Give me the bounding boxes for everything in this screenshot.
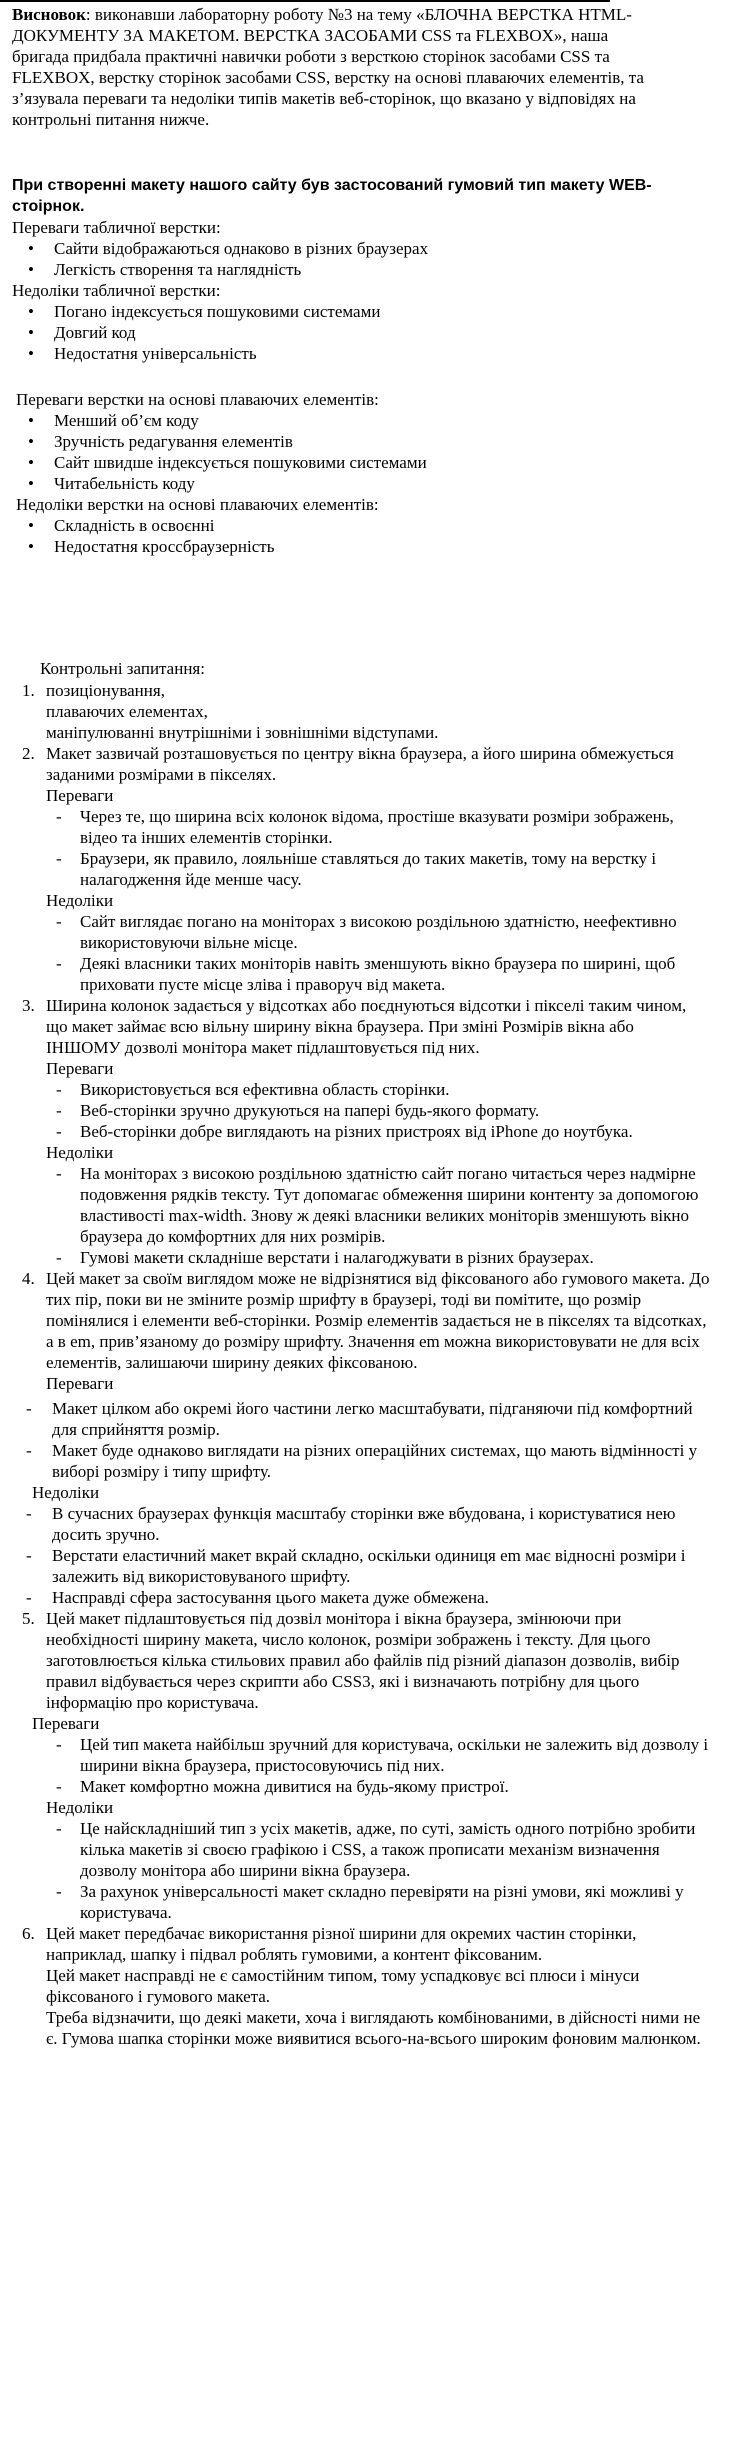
list-item: - Гумові макети складніше верстати і налагоджувати в різних браузерах.: [80, 1247, 712, 1268]
cons-list: [46, 911, 712, 995]
list-item: - Деякі власники таких моніторів навіть зменшують вікно браузера по ширині, щоб приховати пусте місце зліва і праворуч від макета.: [80, 953, 712, 995]
table-cons-list: [12, 301, 712, 364]
list-item: - Веб-сторінки добре виглядають на різних пристроях від iPhone до ноутбука.: [80, 1121, 712, 1142]
question-5: [12, 1608, 712, 1923]
list-item: - Макет комфортно можна дивитися на будь-якому пристрої.: [80, 1776, 712, 1797]
list-item: • Недостатня універсальність: [54, 343, 712, 364]
table-cons-label: Недоліки табличної верстки:: [12, 281, 221, 300]
answer-paragraph: Цей макет насправді не є самостійним типом, тому успадковує всі плюси і мінуси фіксованого і гумового макета.: [46, 1966, 640, 2006]
list-item: - На моніторах з високою роздільною здатністю сайт погано читається через надмірне подовження рядків тексту. Тут допомагає обмеження ширини контенту за допомогою властивості max-width. Знову ж деякі власники великих моніторів зменшують вікно браузера до комфортних для них розмірів.: [80, 1163, 712, 1247]
pros-list: [46, 806, 712, 890]
list-item: - Макет цілком або окремі його частини легко масштабувати, підганяючи під комфортний для сприйняття розмір.: [52, 1398, 712, 1440]
question-number: 4.: [22, 1269, 35, 1288]
question-2: [12, 743, 712, 995]
question-6: [12, 1923, 712, 2049]
question-number: 5.: [22, 1609, 35, 1628]
conclusion-label: Висновок: [12, 5, 86, 24]
question-number: 6.: [22, 1924, 35, 1943]
cons-label: Недоліки: [46, 891, 114, 910]
answer-text: Цей макет за своїм виглядом може не відрізнятися від фіксованого або гумового макета. До тих пір, поки ви не зміните розмір шрифту в браузері, тоді ви помітите, що розмір помінялися і елементи веб-сторінки. Розмір елементів задається не в пікселях та відсотках, а в em, прив’язаному до розміру шрифту. Значення em можна використовувати не для всіх елементів, залишаючи ширину деяких фіксованою.: [46, 1269, 710, 1372]
list-item: • Читабельність коду: [54, 473, 716, 494]
list-item: - За рахунок універсальності макет складно перевіряти на різні умови, які можливі у користувача.: [80, 1881, 712, 1923]
list-item: - Сайт виглядає погано на моніторах з високою роздільною здатністю, неефективно використовуючи вільне місце.: [80, 911, 712, 953]
question-number: 1.: [22, 681, 35, 700]
top-rule: [0, 0, 610, 2]
list-item: - В сучасних браузерах функція масштабу сторінки вже вбудована, і користуватися нею досить зручно.: [52, 1503, 712, 1545]
answer-text: Ширина колонок задається у відсотках або поєднуються відсотки і пікселі таким чином, що макет займає всю вільну ширину вікна браузера. При зміні Розмірів вікна або ІНШОМУ дозволі монітора макет підлаштовується під них.: [46, 996, 687, 1057]
answer-text: Цей макет підлаштовується під дозвіл монітора і вікна браузера, змінюючи при необхідності ширину макета, число колонок, розміри зображень і тексту. Для цього заготовлюється кілька стильових правил або файлів під різний діапазон дозволів, вибір правил відбувається через скрипти або CSS3, які і визначають потрібну для цього інформацію про користувача.: [46, 1609, 680, 1712]
conclusion-text: : виконавши лабораторну роботу №3 на тему «БЛОЧНА ВЕРСТКА HTML-ДОКУМЕНТУ ЗА МАКЕТОМ. ВЕРСТКА ЗАСОБАМИ CSS та FLEXBOX», наша бригада придбала практичні навички роботи з версткою сторінок засобами CSS та FLEXBOX, верстку сторінок засобами CSS, верстку на основі плаваючих елементів, та з’язувала переваги та недоліки типів макетів веб-сторінок, що вказано у відповідях на контрольні питання нижче.: [12, 5, 644, 129]
table-pros-list: [12, 238, 712, 280]
pros-list: [12, 1398, 712, 1482]
float-cons-label: Недоліки верстки на основі плаваючих елементів:: [16, 495, 379, 514]
pros-list: [46, 1734, 712, 1797]
list-item: - Насправді сфера застосування цього макета дуже обмежена.: [52, 1587, 712, 1608]
cons-label: Недоліки: [46, 1143, 114, 1162]
list-item: • Зручність редагування елементів: [54, 431, 716, 452]
float-cons-list: [16, 515, 716, 557]
list-item: • Погано індексується пошуковими системами: [54, 301, 712, 322]
table-pros-label: Переваги табличної верстки:: [12, 218, 221, 237]
questions-title: Контрольні запитання:: [40, 659, 205, 678]
cons-list: [46, 1163, 712, 1268]
list-item: • Менший об’єм коду: [54, 410, 716, 431]
answer-line: маніпулюванні внутрішніми і зовнішніми відступами.: [46, 723, 439, 742]
answer-line: позиціонування,: [46, 681, 165, 700]
answer-text: Цей макет передбачає використання різної ширини для окремих частин сторінки, наприклад, шапку і підвал роблять гумовими, а контент фіксованим.: [46, 1924, 637, 1964]
pros-label: Переваги: [46, 1059, 114, 1078]
layout-type-heading: При створенні макету нашого сайту був застосований гумовий тип макету WEB-стоірнок.: [12, 177, 652, 215]
answer-line: плаваючих елементах,: [46, 702, 208, 721]
list-item: • Недостатня кросcбраузерність: [54, 536, 716, 557]
list-item: • Сайт швидше індексується пошуковими системами: [54, 452, 716, 473]
list-item: - Макет буде однаково виглядати на різних операційних системах, що мають відмінності у виборі розміру і типу шрифту.: [52, 1440, 712, 1482]
table-layout-section: [12, 217, 712, 364]
cons-label: Недоліки: [32, 1483, 100, 1502]
pros-label: Переваги: [32, 1714, 100, 1733]
pros-list: [46, 1079, 712, 1142]
question-3: [12, 995, 712, 1268]
list-item: - Використовується вся ефективна область сторінки.: [80, 1079, 712, 1100]
list-item: • Легкість створення та наглядність: [54, 259, 712, 280]
questions-list: [12, 680, 712, 2049]
pros-label: Переваги: [46, 1374, 114, 1393]
list-item: - Верстати еластичний макет вкрай складно, оскільки одиниця em має відносні розміри і залежить від використовуваного шрифту.: [52, 1545, 712, 1587]
list-item: - Браузери, як правило, лояльніше ставляться до таких макетів, тому на верстку і налагодження йде менше часу.: [80, 848, 712, 890]
list-item: • Довгий код: [54, 322, 712, 343]
answer-paragraph: Треба відзначити, що деякі макети, хоча і виглядають комбінованими, в дійсності ними не є. Гумова шапка сторінки може виявитися всього-на-всього широким фоновим малюнком.: [46, 2008, 701, 2048]
question-1: [12, 680, 712, 743]
list-item: - Цей тип макета найбільш зручний для користувача, оскільки не залежить від дозволу і ширини вікна браузера, пристосовуючись під них.: [80, 1734, 712, 1776]
list-item: - Веб-сторінки зручно друкуються на папері будь-якого формату.: [80, 1100, 712, 1121]
question-number: 2.: [22, 744, 35, 763]
list-item: • Сайти відображаються однаково в різних браузерах: [54, 238, 712, 259]
list-item: - Через те, що ширина всіх колонок відома, простіше вказувати розміри зображень, відео та інших елементів сторінки.: [80, 806, 712, 848]
float-pros-list: [16, 410, 716, 494]
answer-text: Макет зазвичай розташовується по центру вікна браузера, а його ширина обмежується заданими розмірами в пікселях.: [46, 744, 674, 784]
cons-label: Недоліки: [46, 1798, 114, 1817]
list-item: - Це найскладніший тип з усіх макетів, адже, по суті, замість одного потрібно зробити кілька макетів зі своєю графікою і CSS, а також прописати механізм визначення дозволу монітора або ширини вікна браузера.: [80, 1818, 712, 1881]
pros-label: Переваги: [46, 786, 114, 805]
cons-list: [12, 1503, 712, 1608]
question-4: [12, 1268, 712, 1608]
cons-list: [46, 1818, 712, 1923]
question-number: 3.: [22, 996, 35, 1015]
float-layout-section: [16, 389, 716, 557]
float-pros-label: Переваги верстки на основі плаваючих елементів:: [16, 390, 379, 409]
conclusion-paragraph: [12, 4, 652, 130]
list-item: • Складність в освоєнні: [54, 515, 716, 536]
